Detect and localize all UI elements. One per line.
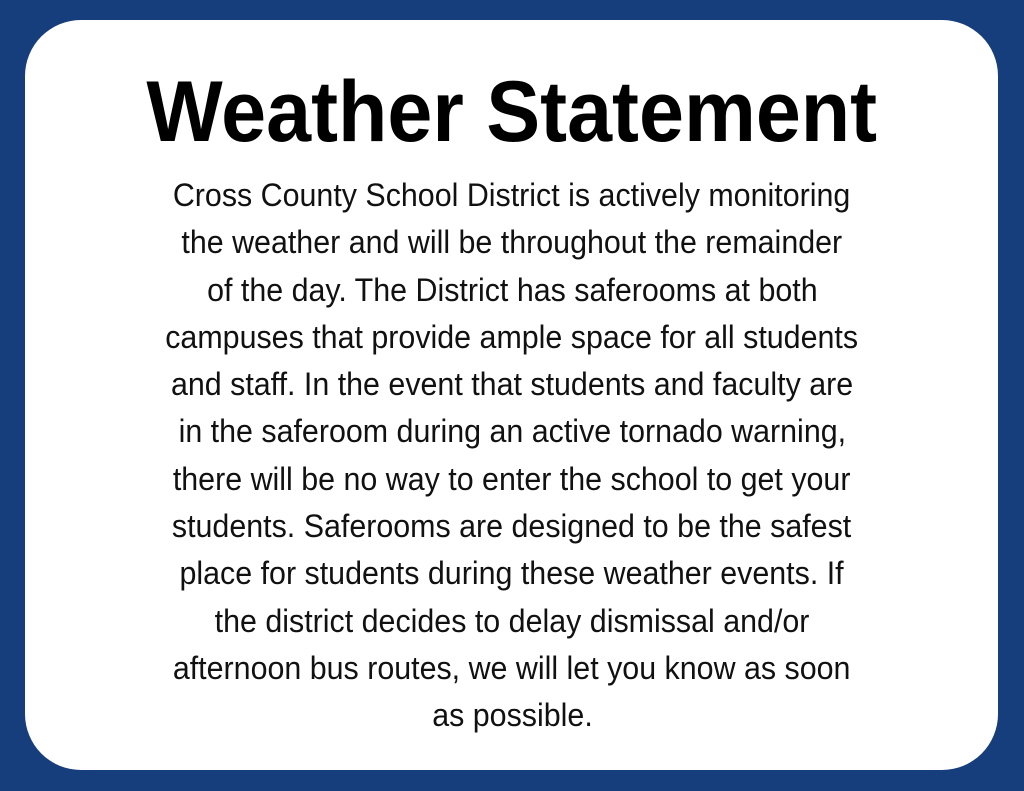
statement-line (0, 314, 1024, 361)
statement-body (0, 172, 1024, 740)
statement-line (0, 503, 1024, 550)
statement-line (0, 172, 1024, 219)
statement-line-text: there will be no way to enter the school to get your (173, 460, 851, 497)
statement-line (0, 550, 1024, 597)
statement-line (0, 598, 1024, 645)
statement-line-text: the weather and will be throughout the remainder (181, 224, 843, 261)
statement-line-text: of the day. The District has saferooms at both (206, 271, 818, 308)
statement-line (0, 267, 1024, 314)
statement-line-text: the district decides to delay dismissal and/or (214, 602, 810, 639)
statement-line-text: and staff. In the event that students and faculty are (170, 366, 854, 403)
statement-line-text: afternoon bus routes, we will let you know as soon (173, 649, 851, 686)
page-title-text: Weather Statement (146, 64, 878, 160)
statement-line-text: students. Saferooms are designed to be the safest (172, 508, 852, 545)
statement-line (0, 219, 1024, 266)
statement-line-text: in the saferoom during an active tornado warning, (178, 413, 846, 450)
statement-line (0, 361, 1024, 408)
statement-line-text: place for students during these weather events. If (179, 555, 845, 592)
page-title (0, 62, 1024, 162)
statement-line-text: Cross County School District is actively monitoring (173, 177, 851, 213)
statement-line (0, 456, 1024, 503)
statement-line-text: as possible. (431, 697, 593, 734)
statement-line (0, 408, 1024, 455)
statement-line (0, 692, 1024, 739)
statement-line-text: campuses that provide ample space for all students (165, 318, 859, 355)
statement-line (0, 645, 1024, 692)
